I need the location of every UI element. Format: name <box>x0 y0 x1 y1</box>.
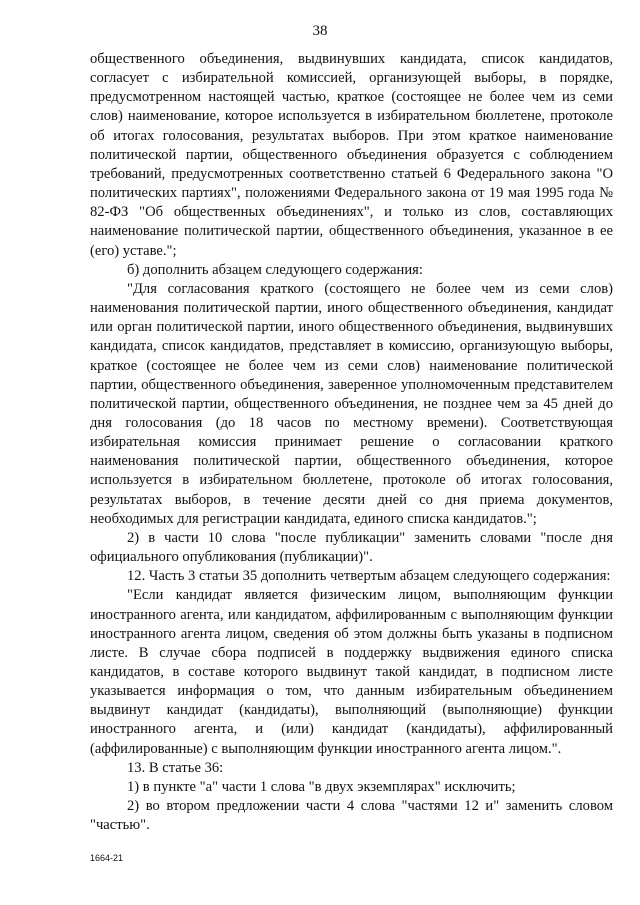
paragraph-subitem-b: б) дополнить абзацем следующего содержания: <box>127 261 423 278</box>
page-number: 38 <box>312 23 328 39</box>
paragraph-continuation: общественного объединения, выдвинувших кандидата, список кандидатов, согласует с избирательной комиссией, организующей выборы, в порядке, предусмотренном настоящей частью, краткое (состоящее не более чем из семи слов) наименование, которое используется в избирательном бюллетене, протоколе об итогах голосования, результатах выборов. При этом краткое наименование политической партии, общественного объединения образуется с соблюдением требований, предусмотренных соответственно статьей 6 Федерального закона "О политических партиях", положениями Федерального закона от 19 мая 1995 года № 82-ФЗ "Об общественных объединениях", и только из слов, составляющих наименование политической партии, общественного объединения, указанное в ее (его) уставе."; <box>90 51 613 259</box>
paragraph-item-13-1: 1) в пункте "а" части 1 слова "в двух экземплярах" исключить; <box>127 778 516 795</box>
paragraph-quoted-foreign-agent: "Если кандидат является физическим лицом, выполняющим функции иностранного агента, или кандидатом, аффилированным с выполняющим функции иностранного агента лицом, сведения об этом должны быть указаны в подписном листе. В случае сбора подписей в поддержку выдвижения единого списка кандидатов, в составе которого выдвинут такой кандидат, в подписном листе указывается информация о том, что данным избирательным объединением выдвинут кандидат (кандидаты), выполняющий (выполняющие) функции иностранного агента, и (или) кандидат (кандидаты), аффилированный (аффилированные) с выполняющим функции иностранного агента лицом.". <box>90 587 613 757</box>
paragraph-item-2-part-10: 2) в части 10 слова "после публикации" заменить словами "после дня официального опубликования (публикации)". <box>90 529 613 566</box>
document-code-footer: 1664-21 <box>90 853 124 863</box>
paragraph-quoted-short-name-approval: "Для согласования краткого (состоящего не более чем из семи слов) наименования политической партии, иного общественного объединения, кандидат или орган политической партии, иного общественного объединения, выдвинувших кандидата, список кандидатов, представляет в комиссию, организующую выборы, краткое (состоящее не более чем из семи слов) наименование политической партии, общественного объединения, заверенное уполномоченным представителем политической партии, общественного объединения, не позднее чем за 45 дней до дня голосования (до 18 часов по местному времени). Соответствующая избирательная комиссия принимает решение о согласовании краткого наименования политической партии, общественного объединения, которое используется в избирательном бюллетене, протоколе об итогах голосования, результатах выборов, в течение десяти дней со дня приема документов, необходимых для регистрации кандидата, единого списка кандидатов."; <box>90 280 613 527</box>
document-body <box>90 50 613 835</box>
paragraph-item-13: 13. В статье 36: <box>127 759 224 776</box>
paragraph-item-12: 12. Часть 3 статьи 35 дополнить четвертым абзацем следующего содержания: <box>127 568 611 585</box>
paragraph-item-13-2: 2) во втором предложении части 4 слова "частями 12 и" заменить словом "частью". <box>90 798 613 834</box>
